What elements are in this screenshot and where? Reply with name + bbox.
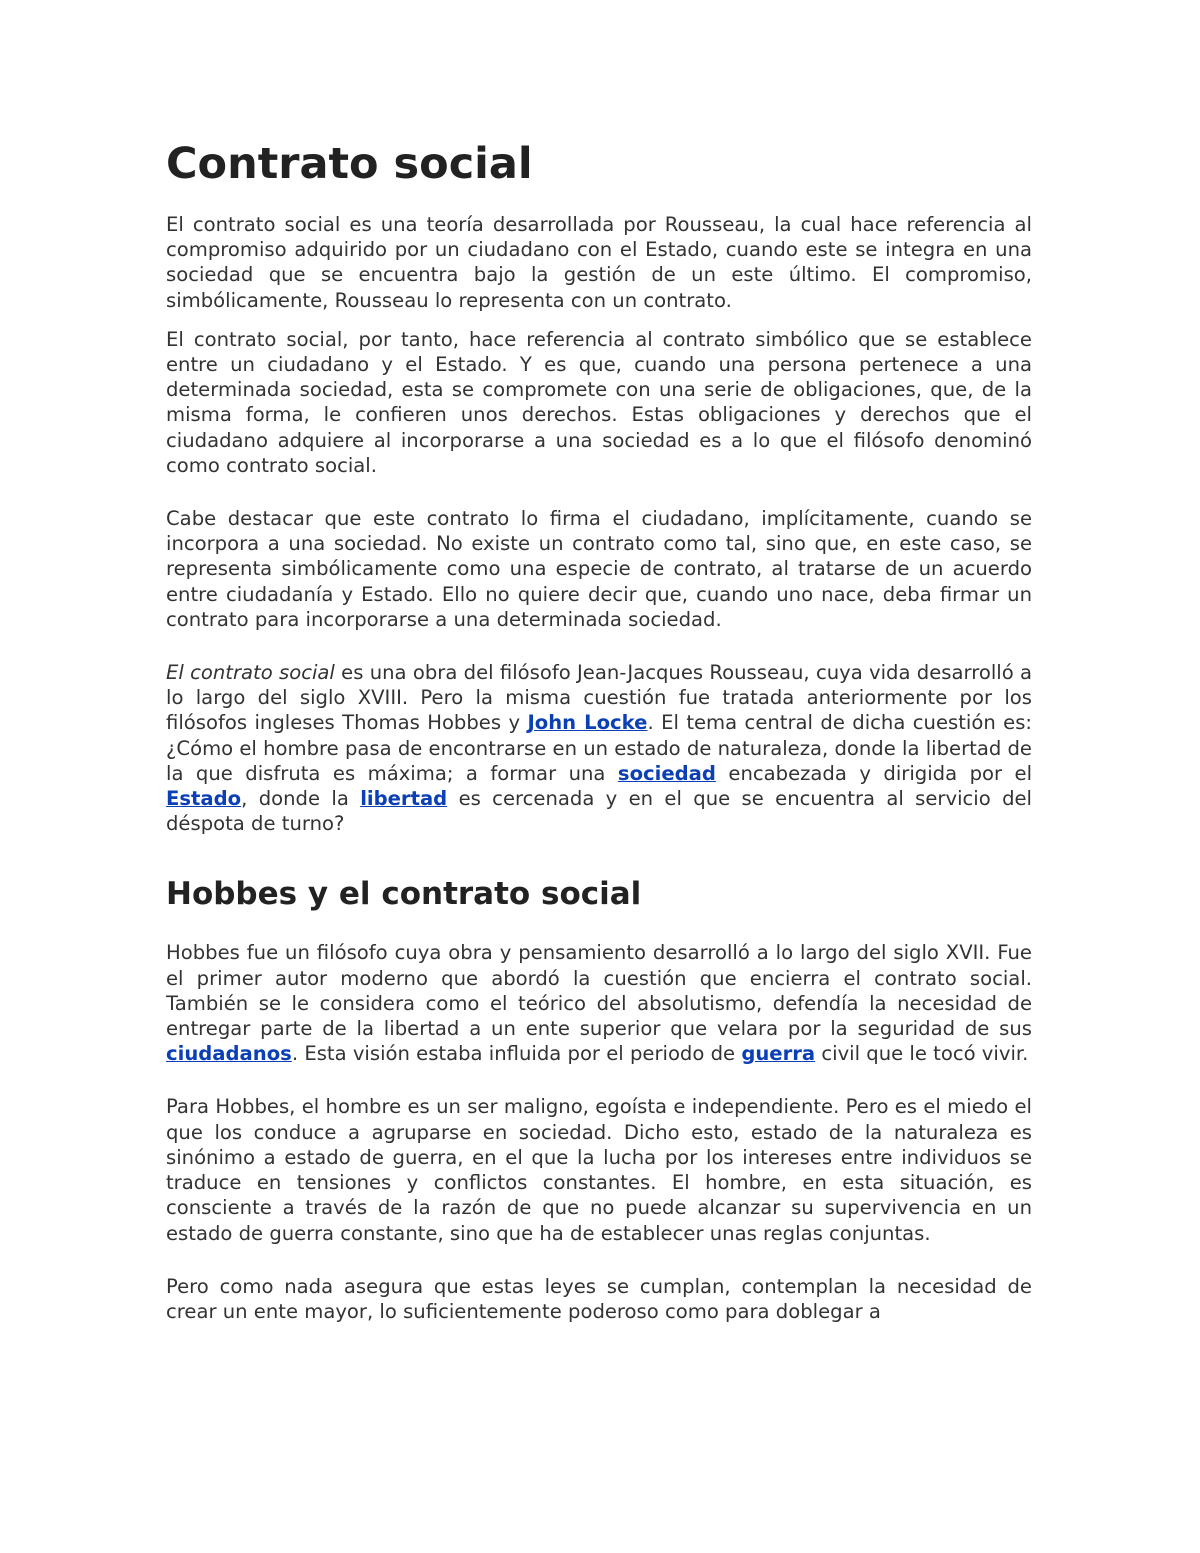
link-sociedad[interactable]: sociedad: [617, 761, 716, 785]
paragraph-intro: El contrato social es una teoría desarrollada por Rousseau, la cual hace referencia al compromiso adquirido por un ciudadano con el Estado, cuando este se integra en una sociedad que se encuentra bajo la gestión de un este último. El compromiso, simbólicamente, Rousseau lo representa con un contrato.: [166, 213, 1032, 312]
book-title: El contrato social: [166, 661, 335, 685]
paragraph-implicit: Cabe destacar que este contrato lo firma el ciudadano, implícitamente, cuando se incorpora a una sociedad. No existe un contrato como tal, sino que, en este caso, se representa simbólicamente como una especie de contrato, al tratarse de un acuerdo entre ciudadanía y Estado. Ello no quiere decir que, cuando uno nace, deba firmar un contrato para incorporarse a una determinada sociedad.: [166, 507, 1032, 631]
link-libertad[interactable]: libertad: [360, 787, 448, 811]
document-page: [166, 138, 1032, 1324]
link-ciudadanos[interactable]: ciudadanos: [166, 1042, 292, 1066]
link-guerra[interactable]: guerra: [741, 1042, 816, 1066]
link-estado[interactable]: Estado: [166, 787, 242, 811]
paragraph-definition: El contrato social, por tanto, hace referencia al contrato simbólico que se establece entre un ciudadano y el Estado. Y es que, cuando una persona pertenece a una determinada sociedad, esta se compromete con una serie de obligaciones, que, de la misma forma, le confieren unos derechos. Estas obligaciones y derechos que el ciudadano adquiere al incorporarse a una sociedad es a lo que el filósofo denominó como contrato social.: [166, 327, 1032, 477]
page-title: Contrato social: [166, 139, 533, 189]
paragraph-hobbes-intro: Hobbes fue un filósofo cuya obra y pensamiento desarrolló a lo largo del siglo XVII. Fue el primer autor moderno que abordó la cuestión que encierra el contrato social. También se le considera como el teórico del absolutismo, defendía la necesidad de entregar parte de la libertad a un ente superior que velara por la seguridad de sus ciudadanos. Esta visión estaba influida por el periodo de guerra civil que le tocó vivir.: [166, 941, 1032, 1066]
link-john-locke[interactable]: John Locke: [527, 711, 648, 735]
paragraph-hobbes-man: Para Hobbes, el hombre es un ser maligno, egoísta e independiente. Pero es el miedo el que los conduce a agruparse en sociedad. Dicho esto, estado de la naturaleza es sinónimo a estado de guerra, en el que la lucha por los intereses entre individuos se traduce en tensiones y conflictos constantes. El hombre, en esta situación, es consciente a través de la razón de que no puede alcanzar su supervivencia en un estado de guerra constante, sino que ha de establecer unas reglas conjuntas.: [166, 1095, 1032, 1245]
paragraph-hobbes-ente: Pero como nada asegura que estas leyes se cumplan, contemplan la necesidad de crear un ente mayor, lo suficientemente poderoso como para doblegar a: [166, 1274, 1032, 1323]
section-heading-hobbes: Hobbes y el contrato social: [166, 876, 642, 913]
paragraph-rousseau-work: El contrato social es una obra del filósofo Jean-Jacques Rousseau, cuya vida desarrolló a lo largo del siglo XVIII. Pero la misma cuestión fue tratada anteriormente por los filósofos ingleses Thomas Hobbes y John Locke. El tema central de dicha cuestión es: ¿Cómo el hombre pasa de encontrarse en un estado de naturaleza, donde la libertad de la que disfruta es máxima; a formar una sociedad encabezada y dirigida por el Estado, donde la libertad es cercenada y en el que se encuentra al servicio del déspota de turno?: [166, 661, 1033, 836]
